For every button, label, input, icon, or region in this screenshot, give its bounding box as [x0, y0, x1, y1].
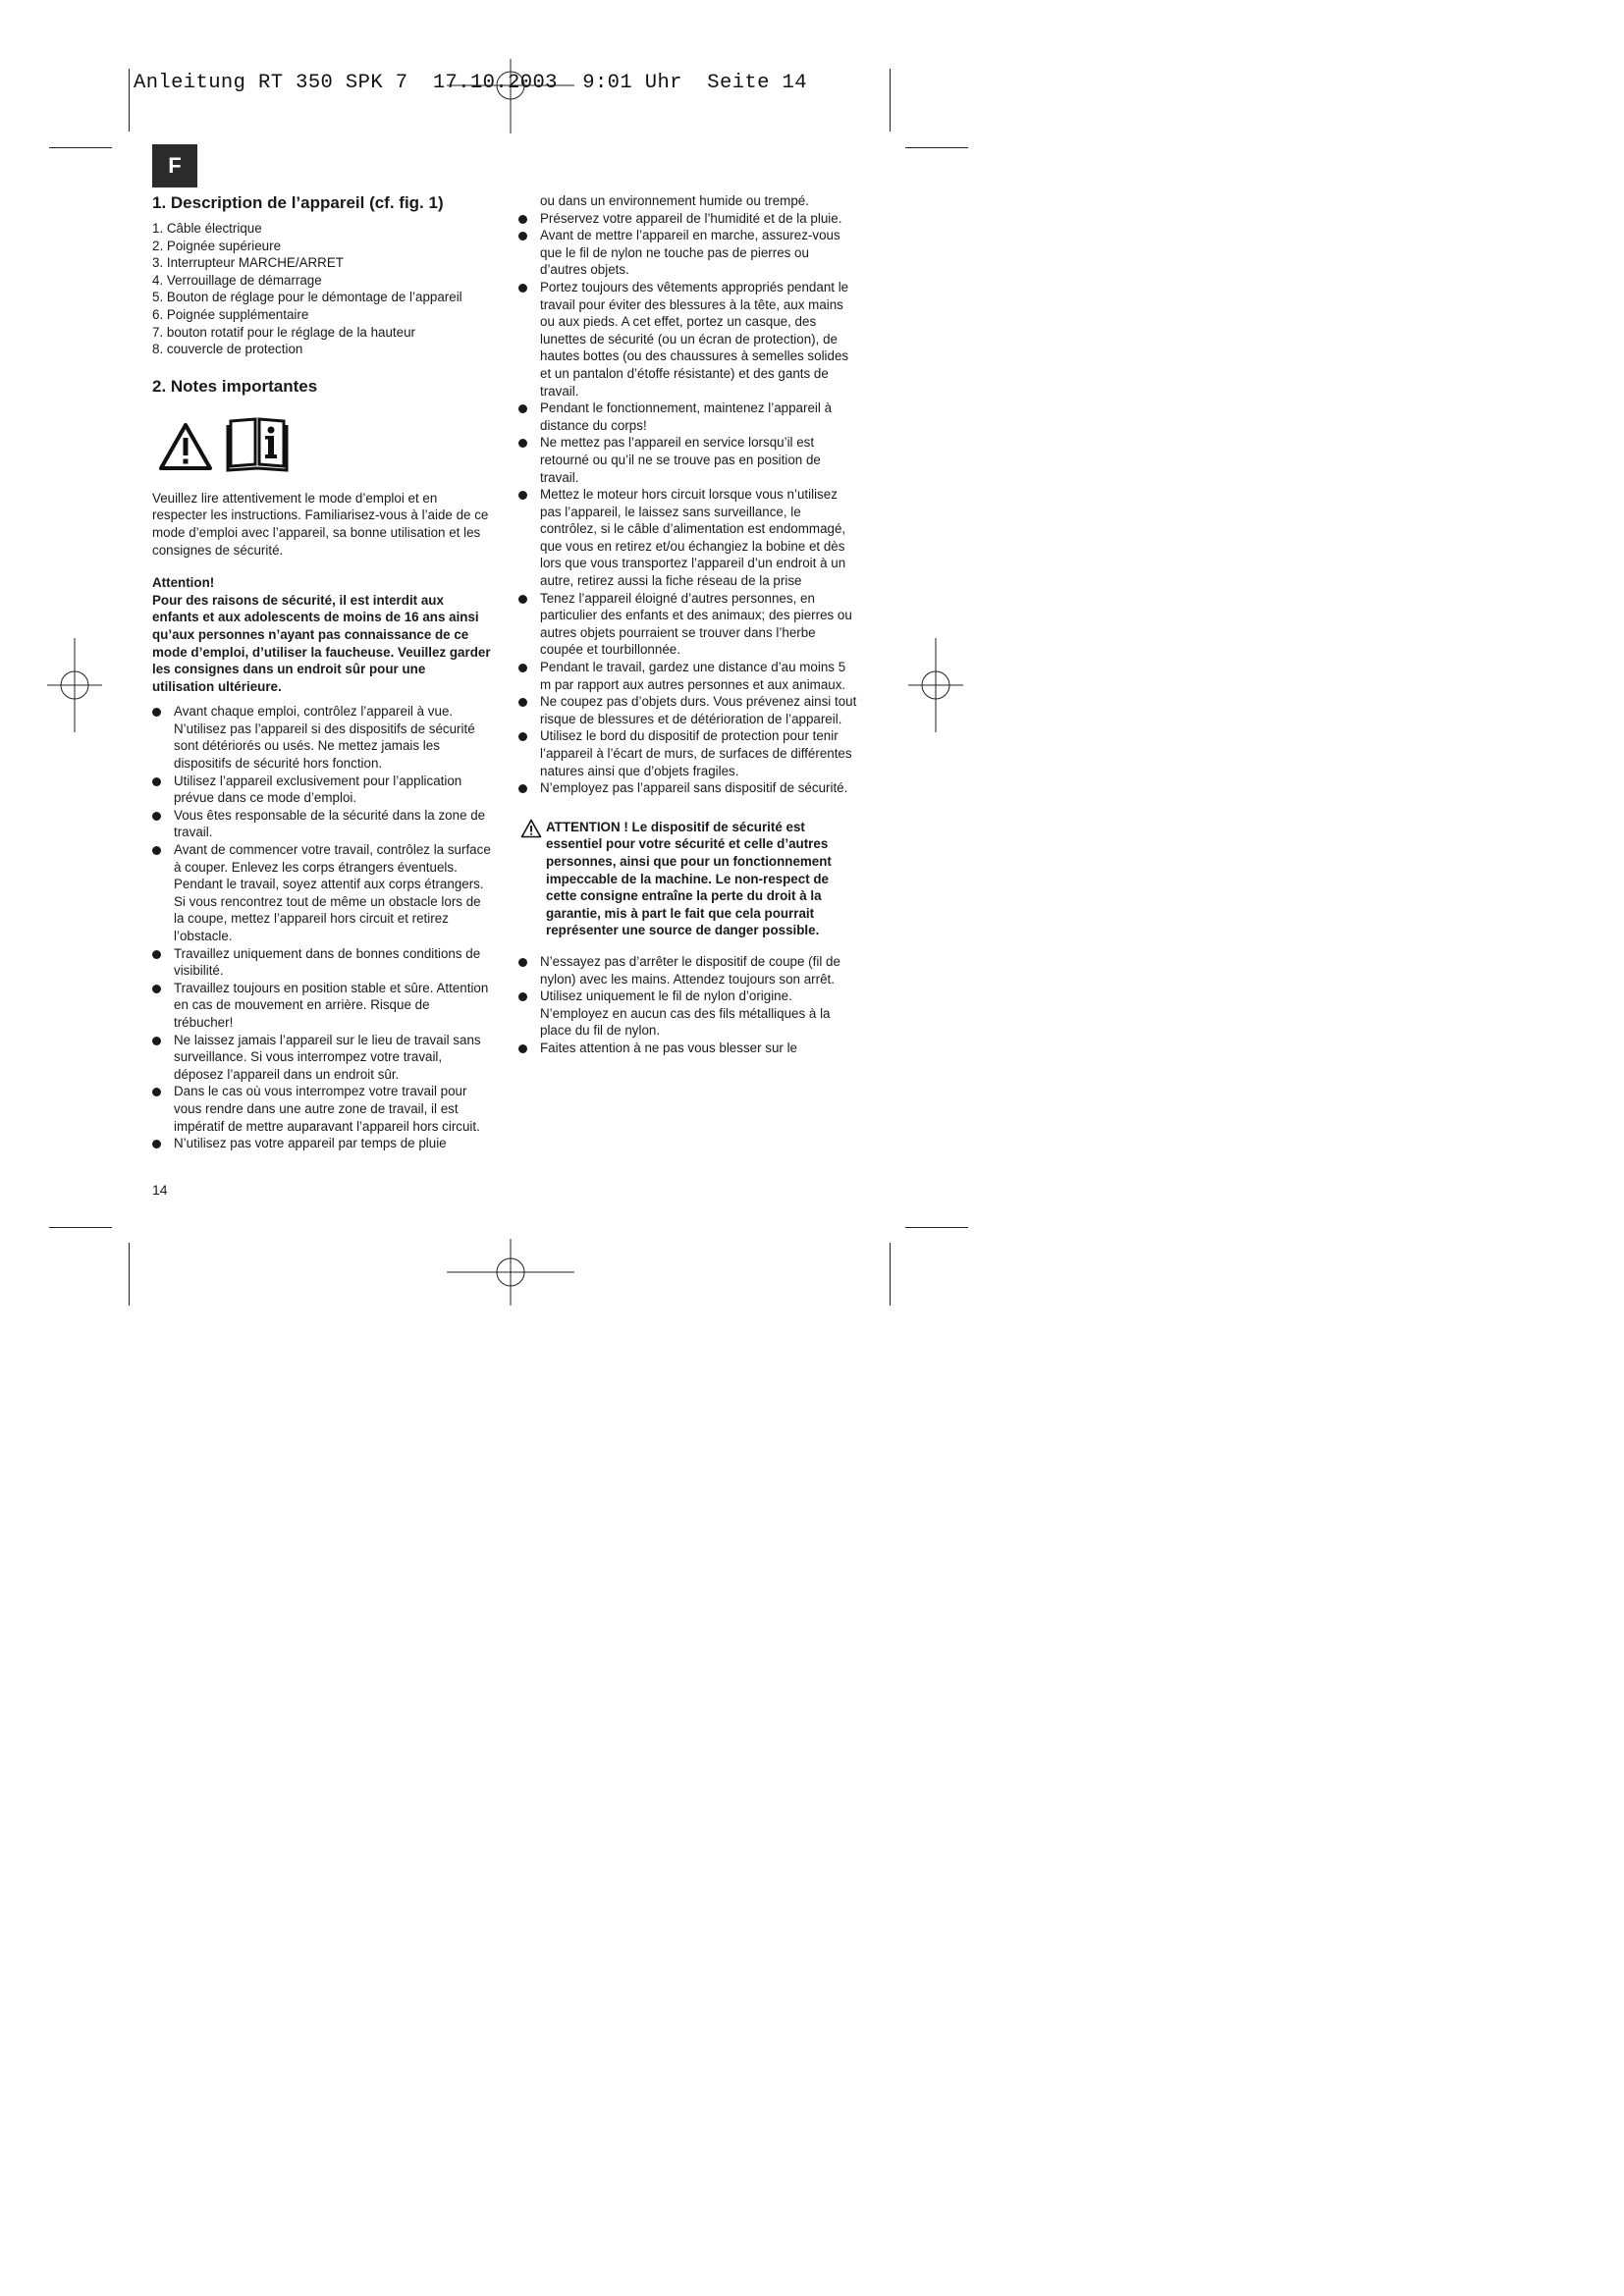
list-item: Avant de commencer votre travail, contrôlez la surface à couper. Enlevez les corps étrangers éventuels. Pendant le travail, soyez attentif aux corps étrangers. Si vous rencontrez tout de même un obstacle lors de la coupe, mettez l’appareil hors circuit et retirez l’obstacle. — [152, 841, 491, 945]
list-item: 8. couvercle de protection — [152, 342, 303, 357]
crop-mark — [129, 1243, 130, 1306]
section-2-title: 2. Notes importantes — [152, 376, 318, 396]
crop-mark — [905, 1227, 968, 1228]
crop-mark — [905, 147, 968, 148]
read-manual-icon — [225, 413, 290, 472]
registration-mark — [47, 638, 102, 732]
list-item: N’essayez pas d’arrêter le dispositif de coupe (fil de nylon) avec les mains. Attendez toujours son arrêt. — [518, 953, 857, 988]
list-item: 1. Câble électrique — [152, 221, 262, 236]
list-item: Travaillez uniquement dans de bonnes conditions de visibilité. — [152, 945, 491, 980]
registration-mark — [447, 1239, 574, 1306]
safety-list-right — [518, 210, 857, 797]
list-item: Portez toujours des vêtements appropriés pendant le travail pour éviter des blessures à la tête, aux mains ou aux pieds. A cet effet, portez un casque, des lunettes de sécurité (ou un écran de protection), de hautes bottes (ou des chaussures à semelles solides et un pantalon d’étoffe résistante) et des gants de travail. — [518, 279, 857, 400]
attention-label: Attention! — [152, 575, 215, 591]
warning-triangle-icon — [158, 421, 213, 472]
list-item: Ne mettez pas l’appareil en service lorsqu’il est retourné ou qu’il ne se trouve pas en position de travail. — [518, 434, 857, 486]
warning-text: ATTENTION ! Le dispositif de sécurité est essentiel pour votre sécurité et celle d’autres personnes, ainsi que pour un fonctionnement impeccable de la machine. Le non-respect de cette consigne entraîne la perte du droit à la garantie, mis à part le fait que cela pourrait représenter une source de danger possible. — [546, 819, 832, 938]
list-item: Ne coupez pas d’objets durs. Vous prévenez ainsi tout risque de blessures et de détérioration de l’appareil. — [518, 693, 857, 727]
warning-block — [518, 819, 857, 939]
right-column — [518, 192, 857, 1057]
continuation-text: ou dans un environnement humide ou trempé. — [540, 193, 809, 208]
list-item: Utilisez le bord du dispositif de protection pour tenir l’appareil à l’écart de murs, de surfaces de différentes natures ainsi que d’objets fragiles. — [518, 727, 857, 779]
section-1-title: 1. Description de l’appareil (cf. fig. 1) — [152, 193, 444, 212]
list-item: 6. Poignée supplémentaire — [152, 306, 309, 322]
list-item: Tenez l’appareil éloigné d’autres personnes, en particulier des enfants et des animaux; des pierres ou autres objets pourraient se trouver dans l’herbe coupée et tourbillonnée. — [518, 590, 857, 659]
intro-paragraph: Veuillez lire attentivement le mode d’emploi et en respecter les instructions. Familiarisez-vous à l’aide de ce mode d’emploi avec l’appareil, sa bonne utilisation et les consignes de sécurité. — [152, 490, 489, 558]
list-item: 7. bouton rotatif pour le réglage de la hauteur — [152, 324, 416, 340]
list-item: Utilisez l’appareil exclusivement pour l’application prévue dans ce mode d’emploi. — [152, 773, 491, 807]
crop-mark — [49, 1227, 112, 1228]
safety-list-right-2 — [518, 953, 857, 1057]
list-item: Préservez votre appareil de l’humidité et de la pluie. — [518, 210, 857, 228]
registration-mark — [447, 59, 574, 133]
print-header: Anleitung RT 350 SPK 7 17.10.2003 9:01 Uhr Seite 14 — [134, 72, 807, 94]
parts-list — [152, 220, 491, 358]
warning-icons — [158, 407, 491, 472]
registration-mark — [908, 638, 963, 732]
crop-mark — [890, 69, 891, 132]
list-item: N’employez pas l’appareil sans dispositif de sécurité. — [518, 779, 857, 797]
list-item: N’utilisez pas votre appareil par temps de pluie — [152, 1135, 491, 1152]
language-badge: F — [152, 144, 197, 187]
list-item: 4. Verrouillage de démarrage — [152, 272, 322, 288]
list-item: Avant chaque emploi, contrôlez l’appareil à vue. N’utilisez pas l’appareil si des dispositifs de sécurité sont détériorés ou usés. Ne mettez jamais les dispositifs de sécurité hors fonction. — [152, 703, 491, 772]
attention-text: Pour des raisons de sécurité, il est interdit aux enfants et aux adolescents de moins de 16 ans ainsi qu’aux personnes n’ayant pas connaissance de ce mode d’emploi, d’utiliser la faucheuse. Veuillez garder les consignes dans un endroit sûr pour une utilisation ultérieure. — [152, 592, 491, 694]
list-item: Faites attention à ne pas vous blesser sur le — [518, 1040, 857, 1057]
list-item: Pendant le travail, gardez une distance d’au moins 5 m par rapport aux autres personnes et aux animaux. — [518, 659, 857, 693]
list-item: Dans le cas où vous interrompez votre travail pour vous rendre dans une autre zone de travail, il est impératif de mettre auparavant l’appareil hors circuit. — [152, 1083, 491, 1135]
safety-list-left — [152, 703, 491, 1151]
page-number: 14 — [152, 1182, 168, 1198]
crop-mark — [129, 69, 130, 132]
list-item: 2. Poignée supérieure — [152, 238, 282, 253]
list-item: 5. Bouton de réglage pour le démontage de l’appareil — [152, 290, 462, 305]
list-item: Avant de mettre l’appareil en marche, assurez-vous que le fil de nylon ne touche pas de pierres ou d’autres objets. — [518, 227, 857, 279]
left-column — [152, 192, 491, 1152]
list-item: Vous êtes responsable de la sécurité dans la zone de travail. — [152, 807, 491, 841]
crop-mark — [49, 147, 112, 148]
list-item: Pendant le fonctionnement, maintenez l’appareil à distance du corps! — [518, 400, 857, 434]
list-item: Mettez le moteur hors circuit lorsque vous n’utilisez pas l’appareil, le laissez sans surveillance, le contrôlez, si le câble d’alimentation est endommagé, que vous en retirez et/ou échangiez la bobine et dès lors que vous transportez l’appareil d’un endroit à un autre, retirez aussi la fiche réseau de la prise — [518, 486, 857, 590]
crop-mark — [890, 1243, 891, 1306]
list-item: 3. Interrupteur MARCHE/ARRET — [152, 255, 344, 271]
list-item: Utilisez uniquement le fil de nylon d’origine. N’employez en aucun cas des fils métalliques à la place du fil de nylon. — [518, 988, 857, 1040]
list-item: Ne laissez jamais l’appareil sur le lieu de travail sans surveillance. Si vous interrompez votre travail, déposez l’appareil dans un endroit sûr. — [152, 1032, 491, 1084]
warning-triangle-icon — [520, 819, 542, 838]
list-item: Travaillez toujours en position stable et sûre. Attention en cas de mouvement en arrière. Risque de trébucher! — [152, 980, 491, 1032]
